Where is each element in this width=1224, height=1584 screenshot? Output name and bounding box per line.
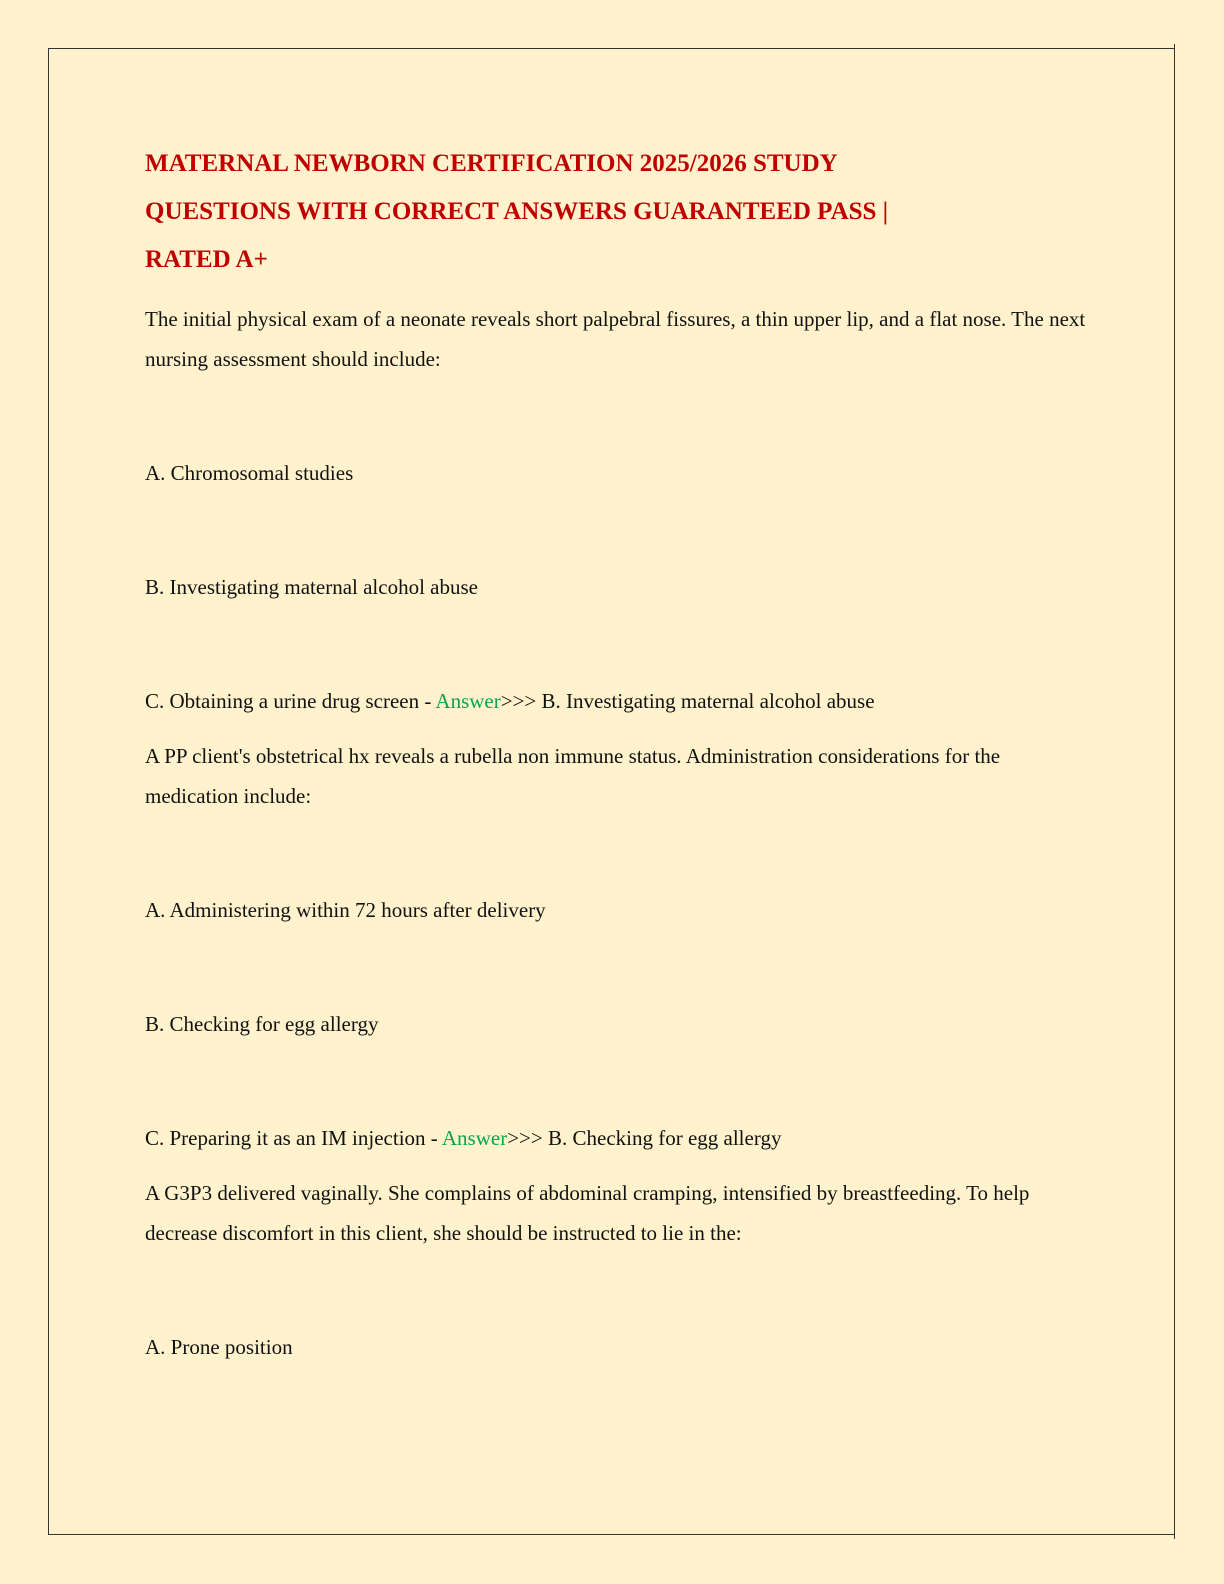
question-2-option-a: A. Administering within 72 hours after delivery (145, 898, 546, 922)
border-tick-top (1174, 44, 1175, 50)
question-2-option-b: B. Checking for egg allergy (145, 1012, 379, 1036)
title-line-1: MATERNAL NEWBORN CERTIFICATION 2025/2026 STUDY (145, 150, 838, 177)
question-3-option-a: A. Prone position (145, 1335, 293, 1359)
question-2-stem: A PP client's obstetrical hx reveals a rubella non immune status. Administration considerations for the medication include: (145, 744, 1001, 808)
question-2-option-c-text: C. Preparing it as an IM injection - (145, 1126, 442, 1150)
border-tick-bottom (1174, 1533, 1175, 1539)
question-1-option-c-text: C. Obtaining a urine drug screen - (145, 689, 436, 713)
question-1-answer-text: >>> B. Investigating maternal alcohol abuse (500, 689, 875, 713)
question-1-option-a: A. Chromosomal studies (145, 461, 354, 485)
question-1-option-b: B. Investigating maternal alcohol abuse (145, 575, 478, 599)
title-line-2: QUESTIONS WITH CORRECT ANSWERS GUARANTEED PASS | (145, 198, 889, 225)
document-title (145, 140, 1090, 284)
question-2-answer-text: >>> B. Checking for egg allergy (507, 1126, 782, 1150)
question-1-stem: The initial physical exam of a neonate reveals short palpebral fissures, a thin upper lip, and a flat nose. The next nursing assessment should include: (145, 307, 1086, 371)
question-2-option-c (145, 1118, 1090, 1158)
question-1-option-c (145, 681, 1090, 721)
document-body (145, 140, 1090, 1367)
title-line-3: RATED A+ (145, 246, 268, 273)
question-3-stem: A G3P3 delivered vaginally. She complains of abdominal cramping, intensified by breastfeeding. To help decrease discomfort in this client, she should be instructed to lie in the: (145, 1181, 1030, 1245)
question-1-answer-label: Answer (435, 689, 501, 713)
question-2-answer-label: Answer (441, 1126, 508, 1150)
